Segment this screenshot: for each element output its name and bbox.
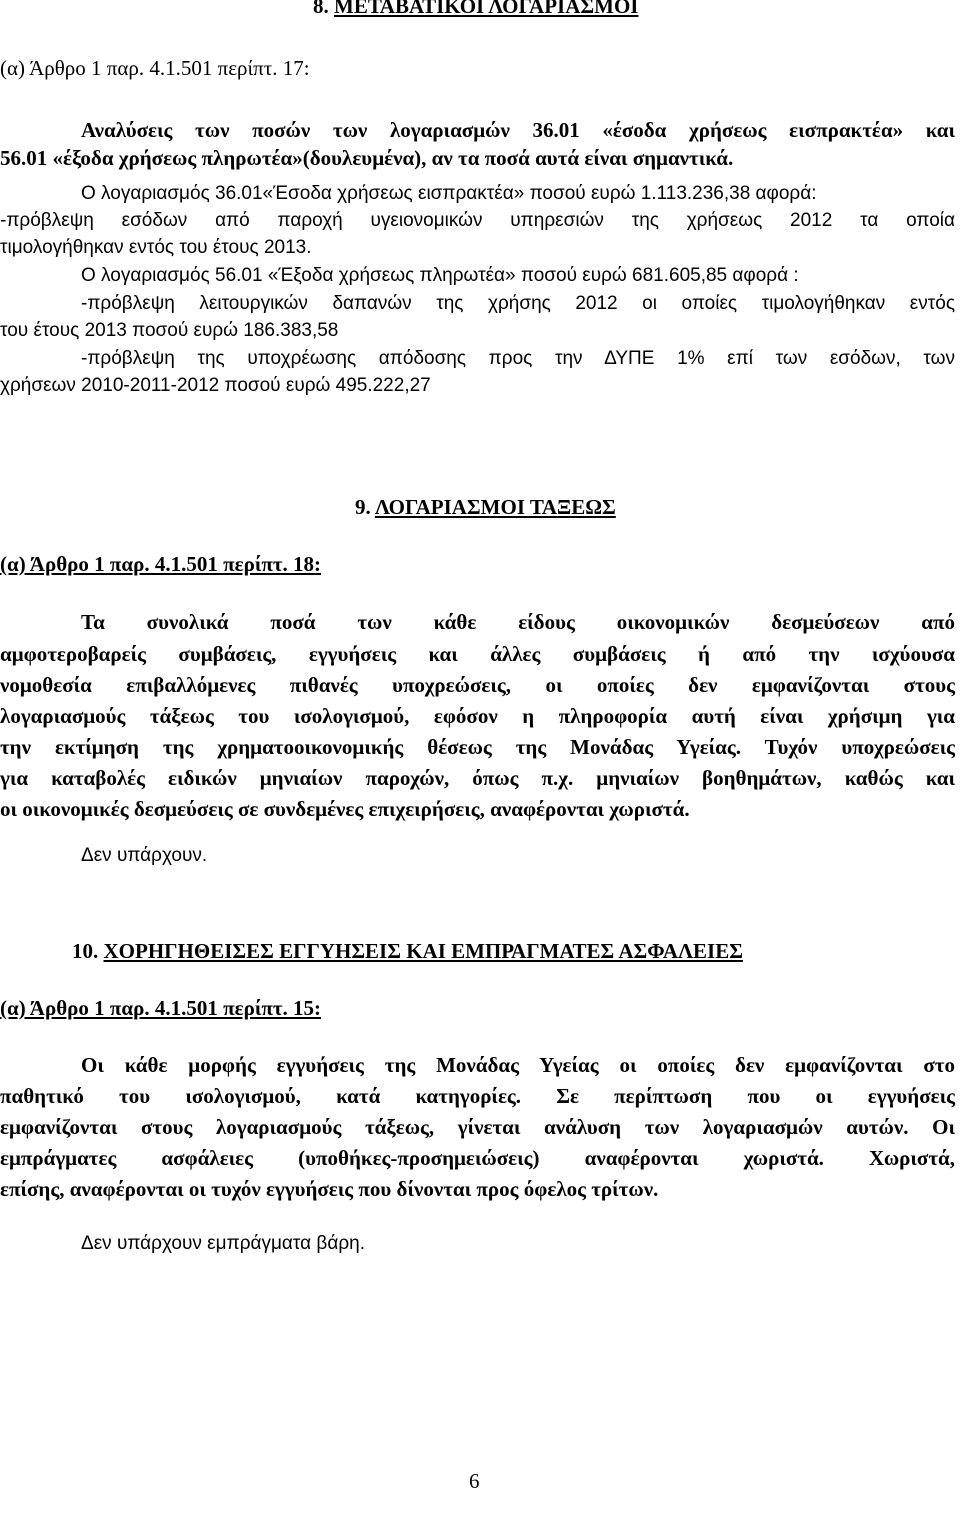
section-10-bold-line-5: επίσης, αναφέρονται οι τυχόν εγγυήσεις που δίνονται προς όφελος τρίτων. <box>0 1177 659 1201</box>
section-9-bold-line-3: νομοθεσία επιβαλλόμενες πιθανές υποχρεώσεις, οι οποίες δεν εμφανίζονται στους <box>0 673 955 697</box>
section-8-article-ref: (α) Άρθρο 1 παρ. 4.1.501 περίπτ. 17: <box>0 56 310 80</box>
section-10-answer: Δεν υπάρχουν εμπράγματα βάρη. <box>81 1233 365 1254</box>
section-9-answer: Δεν υπάρχουν. <box>81 845 208 866</box>
section-9-bold-line-6: για καταβολές ειδικών μηνιαίων παροχών, όπως π.χ. μηνιαίων βοηθημάτων, καθώς και <box>0 766 955 790</box>
section-9-title: ΛΟΓΑΡΙΑΣΜΟΙ ΤΑΞΕΩΣ <box>374 495 616 519</box>
section-9-bold-line-1: Τα συνολικά ποσά των κάθε είδους οικονομικών δεσμεύσεων από <box>81 610 955 634</box>
section-9-bold-line-7: οι οικονομικές δεσμεύσεις σε συνδεμένες επιχειρήσεις, αναφέρονται χωριστά. <box>0 797 690 821</box>
section-9-bold-line-2: αμφοτεροβαρείς συμβάσεις, εγγυήσεις και άλλες συμβάσεις ή από την ισχύουσα <box>0 642 955 666</box>
section-8-bold-line-2: 56.01 «έξοδα χρήσεως πληρωτέα»(δουλευμένα), αν τα ποσά αυτά είναι σημαντικά. <box>0 146 734 170</box>
section-9-number: 9. <box>355 495 371 519</box>
section-9-bold-line-4: λογαριασμούς τάξεως του ισολογισμού, εφόσον η πληροφορία αυτή είναι χρήσιμη για <box>0 704 955 728</box>
section-10-heading <box>72 939 743 963</box>
section-8-line-4: Ο λογαριασμός 56.01 «Έξοδα χρήσεως πληρωτέα» ποσού ευρώ 681.605,85 αφορά : <box>81 265 799 286</box>
section-8-line-1: Ο λογαριασμός 36.01«Έσοδα χρήσεως εισπρακτέα» ποσού ευρώ 1.113.236,38 αφορά: <box>81 183 817 204</box>
section-9-heading <box>355 495 616 519</box>
section-8-line-2: -πρόβλεψη εσόδων από παροχή υγειονομικών υπηρεσιών της χρήσεως 2012 τα οποία <box>0 210 955 231</box>
section-10-bold-line-4: εμπράγματες ασφάλειες (υποθήκες-προσημειώσεις) αναφέρονται χωριστά. Χωριστά, <box>0 1146 955 1170</box>
section-10-bold-line-1: Οι κάθε μορφής εγγυήσεις της Μονάδας Υγείας οι οποίες δεν εμφανίζονται στο <box>81 1053 955 1077</box>
section-8-number: 8. <box>313 0 329 18</box>
section-8-line-7: -πρόβλεψη της υποχρέωσης απόδοσης προς την ΔΥΠΕ 1% επί των εσόδων, των <box>81 348 955 369</box>
section-10-bold-line-3: εμφανίζονται στους λογαριασμούς τάξεως, γίνεται ανάλυση των λογαριασμών αυτών. Οι <box>0 1115 955 1139</box>
section-10-bold-line-2: παθητικό του ισολογισμού, κατά κατηγορίες. Σε περίπτωση που οι εγγυήσεις <box>0 1084 955 1108</box>
section-10-article-ref: (α) Άρθρο 1 παρ. 4.1.501 περίπτ. 15: <box>0 996 322 1020</box>
section-9-article-ref: (α) Άρθρο 1 παρ. 4.1.501 περίπτ. 18: <box>0 552 322 576</box>
section-8-line-6: του έτους 2013 ποσού ευρώ 186.383,58 <box>0 320 339 341</box>
section-8-line-5: -πρόβλεψη λειτουργικών δαπανών της χρήσης 2012 οι οποίες τιμολογήθηκαν εντός <box>81 293 955 314</box>
section-8-line-8: χρήσεων 2010-2011-2012 ποσού ευρώ 495.222,27 <box>0 375 431 396</box>
section-8-heading <box>313 0 638 18</box>
page-number: 6 <box>469 1469 480 1493</box>
section-8-line-3: τιμολογήθηκαν εντός του έτους 2013. <box>0 237 312 258</box>
section-8-title: ΜΕΤΑΒΑΤΙΚΟΙ ΛΟΓΑΡΙΑΣΜΟΙ <box>334 0 639 18</box>
section-9-bold-line-5: την εκτίμηση της χρηματοοικονομικής θέσεως της Μονάδας Υγείας. Τυχόν υποχρεώσεις <box>0 735 955 759</box>
section-10-number: 10. <box>72 939 99 963</box>
section-8-bold-line-1: Αναλύσεις των ποσών των λογαριασμών 36.01 «έσοδα χρήσεως εισπρακτέα» και <box>81 118 955 142</box>
section-10-title: ΧΟΡΗΓΗΘΕΙΣΕΣ ΕΓΓΥΗΣΕΙΣ ΚΑΙ ΕΜΠΡΑΓΜΑΤΕΣ ΑΣΦΑΛΕΙΕΣ <box>103 939 743 963</box>
